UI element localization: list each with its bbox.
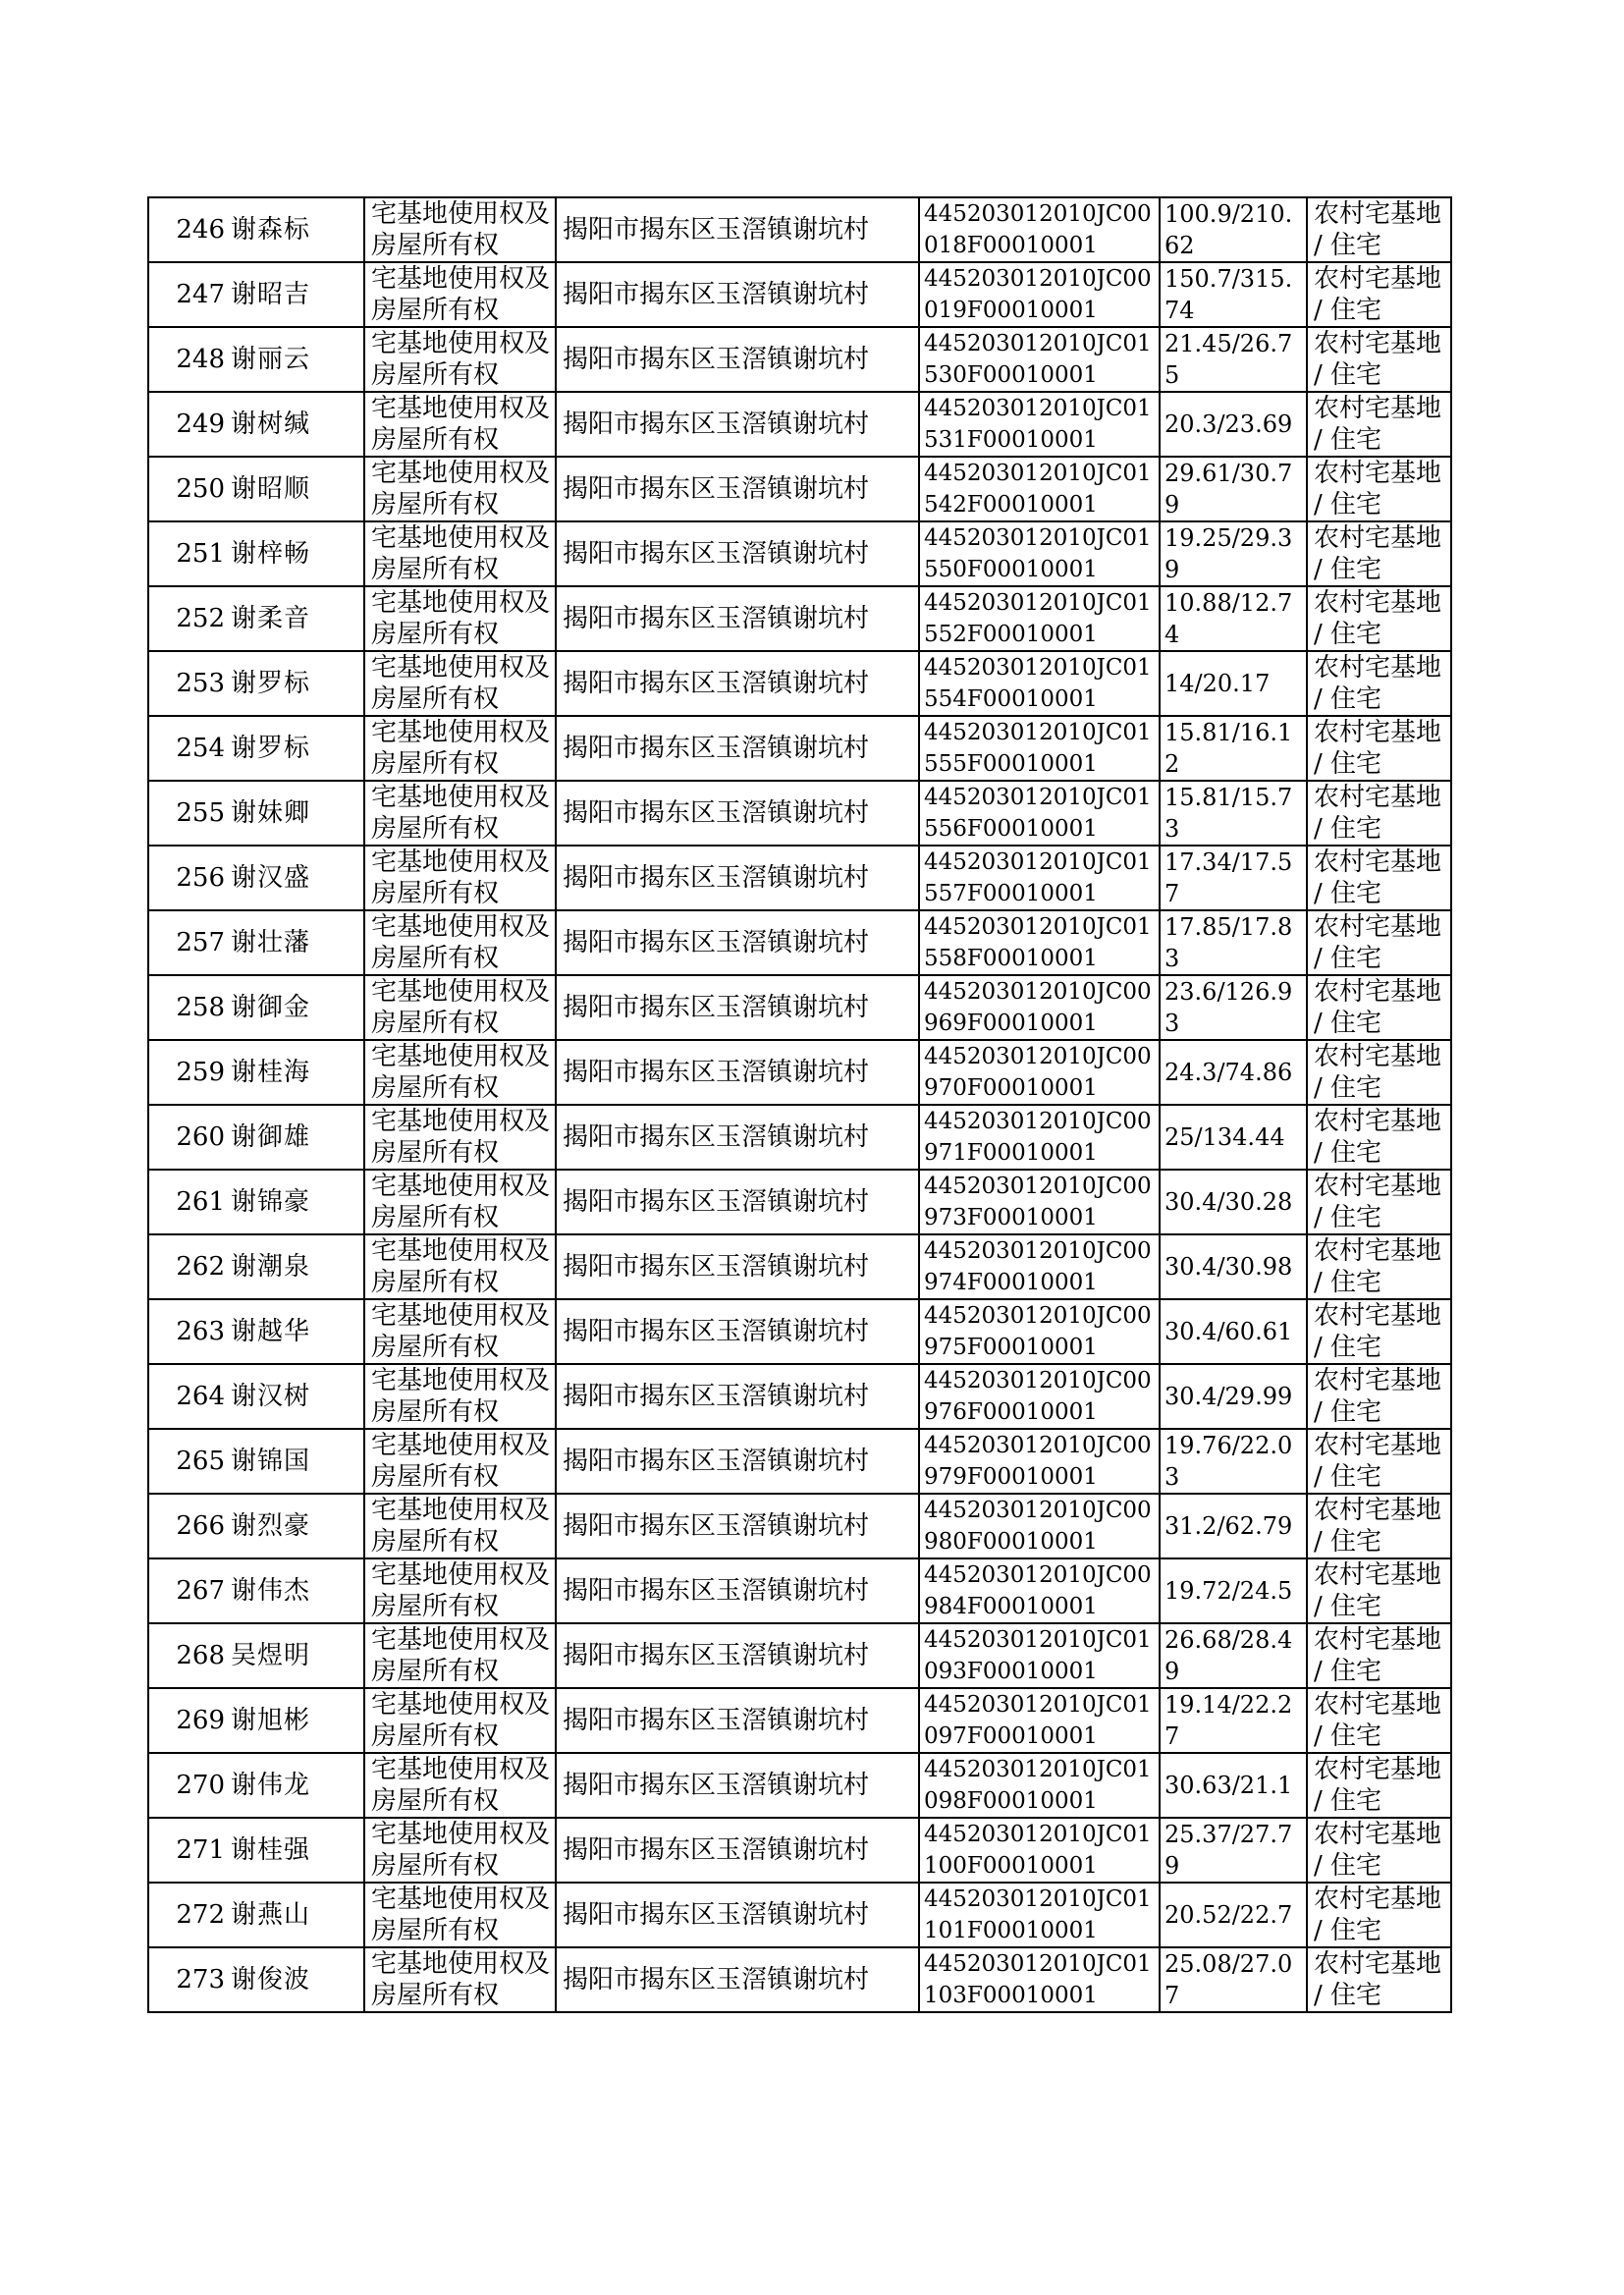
row-number: 261 [148, 1170, 227, 1234]
owner-name: 谢森标 [227, 197, 364, 262]
row-number: 252 [148, 586, 227, 651]
property-location: 揭阳市揭东区玉滘镇谢坑村 [556, 1494, 919, 1558]
owner-name: 谢昭吉 [227, 262, 364, 327]
area-value: 30.4/30.28 [1160, 1170, 1307, 1234]
property-location: 揭阳市揭东区玉滘镇谢坑村 [556, 975, 919, 1040]
area-value: 17.85/17.83 [1160, 910, 1307, 975]
land-use: 农村宅基地 / 住宅 [1307, 1753, 1451, 1818]
area-value: 30.63/21.1 [1160, 1753, 1307, 1818]
land-use: 农村宅基地 / 住宅 [1307, 1234, 1451, 1299]
area-value: 31.2/62.79 [1160, 1494, 1307, 1558]
table-row [148, 327, 1451, 392]
property-location: 揭阳市揭东区玉滘镇谢坑村 [556, 1818, 919, 1883]
row-number: 269 [148, 1688, 227, 1753]
right-type: 宅基地使用权及房屋所有权 [364, 975, 556, 1040]
table-row [148, 716, 1451, 781]
table-row [148, 1558, 1451, 1623]
owner-name: 谢梓畅 [227, 521, 364, 586]
unit-code: 445203012010JC01098F00010001 [919, 1753, 1160, 1818]
unit-code: 445203012010JC01093F00010001 [919, 1623, 1160, 1688]
owner-name: 谢锦国 [227, 1429, 364, 1494]
unit-code: 445203012010JC01097F00010001 [919, 1688, 1160, 1753]
land-use: 农村宅基地 / 住宅 [1307, 1170, 1451, 1234]
property-location: 揭阳市揭东区玉滘镇谢坑村 [556, 392, 919, 457]
table-row [148, 1364, 1451, 1429]
right-type: 宅基地使用权及房屋所有权 [364, 1105, 556, 1170]
table-row [148, 1494, 1451, 1558]
right-type: 宅基地使用权及房屋所有权 [364, 1623, 556, 1688]
owner-name: 谢御金 [227, 975, 364, 1040]
area-value: 25/134.44 [1160, 1105, 1307, 1170]
right-type: 宅基地使用权及房屋所有权 [364, 1494, 556, 1558]
land-use: 农村宅基地 / 住宅 [1307, 1883, 1451, 1947]
right-type: 宅基地使用权及房屋所有权 [364, 586, 556, 651]
owner-name: 谢御雄 [227, 1105, 364, 1170]
row-number: 266 [148, 1494, 227, 1558]
row-number: 255 [148, 781, 227, 846]
land-use: 农村宅基地 / 住宅 [1307, 521, 1451, 586]
owner-name: 谢汉树 [227, 1364, 364, 1429]
property-location: 揭阳市揭东区玉滘镇谢坑村 [556, 521, 919, 586]
land-use: 农村宅基地 / 住宅 [1307, 781, 1451, 846]
property-location: 揭阳市揭东区玉滘镇谢坑村 [556, 1299, 919, 1364]
land-use: 农村宅基地 / 住宅 [1307, 1623, 1451, 1688]
property-location: 揭阳市揭东区玉滘镇谢坑村 [556, 1364, 919, 1429]
area-value: 30.4/30.98 [1160, 1234, 1307, 1299]
owner-name: 谢汉盛 [227, 846, 364, 910]
right-type: 宅基地使用权及房屋所有权 [364, 1558, 556, 1623]
area-value: 29.61/30.79 [1160, 457, 1307, 521]
owner-name: 谢丽云 [227, 327, 364, 392]
area-value: 24.3/74.86 [1160, 1040, 1307, 1105]
table-row [148, 846, 1451, 910]
area-value: 20.52/22.7 [1160, 1883, 1307, 1947]
right-type: 宅基地使用权及房屋所有权 [364, 1753, 556, 1818]
owner-name: 谢烈豪 [227, 1494, 364, 1558]
land-use: 农村宅基地 / 住宅 [1307, 1494, 1451, 1558]
area-value: 30.4/29.99 [1160, 1364, 1307, 1429]
owner-name: 谢伟龙 [227, 1753, 364, 1818]
property-location: 揭阳市揭东区玉滘镇谢坑村 [556, 1234, 919, 1299]
land-use: 农村宅基地 / 住宅 [1307, 1105, 1451, 1170]
property-location: 揭阳市揭东区玉滘镇谢坑村 [556, 586, 919, 651]
land-use: 农村宅基地 / 住宅 [1307, 716, 1451, 781]
land-use: 农村宅基地 / 住宅 [1307, 457, 1451, 521]
land-use: 农村宅基地 / 住宅 [1307, 1688, 1451, 1753]
unit-code: 445203012010JC01556F00010001 [919, 781, 1160, 846]
right-type: 宅基地使用权及房屋所有权 [364, 521, 556, 586]
table-row [148, 1688, 1451, 1753]
owner-name: 谢潮泉 [227, 1234, 364, 1299]
right-type: 宅基地使用权及房屋所有权 [364, 1883, 556, 1947]
unit-code: 445203012010JC01101F00010001 [919, 1883, 1160, 1947]
right-type: 宅基地使用权及房屋所有权 [364, 1040, 556, 1105]
row-number: 268 [148, 1623, 227, 1688]
property-location: 揭阳市揭东区玉滘镇谢坑村 [556, 1170, 919, 1234]
unit-code: 445203012010JC01530F00010001 [919, 327, 1160, 392]
owner-name: 谢燕山 [227, 1883, 364, 1947]
area-value: 15.81/15.73 [1160, 781, 1307, 846]
area-value: 19.25/29.39 [1160, 521, 1307, 586]
land-use: 农村宅基地 / 住宅 [1307, 327, 1451, 392]
row-number: 271 [148, 1818, 227, 1883]
area-value: 25.08/27.07 [1160, 1947, 1307, 2012]
right-type: 宅基地使用权及房屋所有权 [364, 716, 556, 781]
owner-name: 谢伟杰 [227, 1558, 364, 1623]
right-type: 宅基地使用权及房屋所有权 [364, 1818, 556, 1883]
table-row [148, 1105, 1451, 1170]
unit-code: 445203012010JC01542F00010001 [919, 457, 1160, 521]
property-location: 揭阳市揭东区玉滘镇谢坑村 [556, 1688, 919, 1753]
owner-name: 谢罗标 [227, 716, 364, 781]
unit-code: 445203012010JC00984F00010001 [919, 1558, 1160, 1623]
property-location: 揭阳市揭东区玉滘镇谢坑村 [556, 327, 919, 392]
land-use: 农村宅基地 / 住宅 [1307, 975, 1451, 1040]
registry-table [147, 196, 1452, 2013]
unit-code: 445203012010JC01103F00010001 [919, 1947, 1160, 2012]
row-number: 251 [148, 521, 227, 586]
unit-code: 445203012010JC00970F00010001 [919, 1040, 1160, 1105]
table-row [148, 457, 1451, 521]
table-row [148, 1170, 1451, 1234]
owner-name: 谢俊波 [227, 1947, 364, 2012]
area-value: 21.45/26.75 [1160, 327, 1307, 392]
table-row [148, 781, 1451, 846]
table-row [148, 521, 1451, 586]
property-location: 揭阳市揭东区玉滘镇谢坑村 [556, 651, 919, 716]
area-value: 26.68/28.49 [1160, 1623, 1307, 1688]
row-number: 250 [148, 457, 227, 521]
owner-name: 谢越华 [227, 1299, 364, 1364]
row-number: 259 [148, 1040, 227, 1105]
unit-code: 445203012010JC01100F00010001 [919, 1818, 1160, 1883]
row-number: 247 [148, 262, 227, 327]
table-row [148, 392, 1451, 457]
area-value: 19.14/22.27 [1160, 1688, 1307, 1753]
row-number: 249 [148, 392, 227, 457]
area-value: 100.9/210.62 [1160, 197, 1307, 262]
property-location: 揭阳市揭东区玉滘镇谢坑村 [556, 1623, 919, 1688]
row-number: 273 [148, 1947, 227, 2012]
unit-code: 445203012010JC01554F00010001 [919, 651, 1160, 716]
owner-name: 谢妹卿 [227, 781, 364, 846]
unit-code: 445203012010JC00018F00010001 [919, 197, 1160, 262]
area-value: 19.76/22.03 [1160, 1429, 1307, 1494]
unit-code: 445203012010JC00971F00010001 [919, 1105, 1160, 1170]
right-type: 宅基地使用权及房屋所有权 [364, 1947, 556, 2012]
unit-code: 445203012010JC01531F00010001 [919, 392, 1160, 457]
table-row [148, 1883, 1451, 1947]
right-type: 宅基地使用权及房屋所有权 [364, 1364, 556, 1429]
right-type: 宅基地使用权及房屋所有权 [364, 197, 556, 262]
land-use: 农村宅基地 / 住宅 [1307, 1429, 1451, 1494]
row-number: 246 [148, 197, 227, 262]
right-type: 宅基地使用权及房屋所有权 [364, 651, 556, 716]
unit-code: 445203012010JC01557F00010001 [919, 846, 1160, 910]
unit-code: 445203012010JC00974F00010001 [919, 1234, 1160, 1299]
unit-code: 445203012010JC00969F00010001 [919, 975, 1160, 1040]
land-use: 农村宅基地 / 住宅 [1307, 1299, 1451, 1364]
area-value: 30.4/60.61 [1160, 1299, 1307, 1364]
unit-code: 445203012010JC00979F00010001 [919, 1429, 1160, 1494]
table-row [148, 262, 1451, 327]
right-type: 宅基地使用权及房屋所有权 [364, 846, 556, 910]
row-number: 256 [148, 846, 227, 910]
table-row [148, 197, 1451, 262]
unit-code: 445203012010JC00975F00010001 [919, 1299, 1160, 1364]
owner-name: 谢昭顺 [227, 457, 364, 521]
property-location: 揭阳市揭东区玉滘镇谢坑村 [556, 197, 919, 262]
row-number: 262 [148, 1234, 227, 1299]
table-row [148, 1040, 1451, 1105]
land-use: 农村宅基地 / 住宅 [1307, 197, 1451, 262]
area-value: 150.7/315.74 [1160, 262, 1307, 327]
table-row [148, 1753, 1451, 1818]
land-use: 农村宅基地 / 住宅 [1307, 651, 1451, 716]
row-number: 272 [148, 1883, 227, 1947]
area-value: 19.72/24.5 [1160, 1558, 1307, 1623]
right-type: 宅基地使用权及房屋所有权 [364, 910, 556, 975]
property-location: 揭阳市揭东区玉滘镇谢坑村 [556, 910, 919, 975]
owner-name: 谢柔音 [227, 586, 364, 651]
table-row [148, 1947, 1451, 2012]
row-number: 258 [148, 975, 227, 1040]
row-number: 254 [148, 716, 227, 781]
row-number: 263 [148, 1299, 227, 1364]
unit-code: 445203012010JC00973F00010001 [919, 1170, 1160, 1234]
row-number: 264 [148, 1364, 227, 1429]
land-use: 农村宅基地 / 住宅 [1307, 1558, 1451, 1623]
owner-name: 谢锦豪 [227, 1170, 364, 1234]
table-row [148, 975, 1451, 1040]
area-value: 23.6/126.93 [1160, 975, 1307, 1040]
right-type: 宅基地使用权及房屋所有权 [364, 781, 556, 846]
land-use: 农村宅基地 / 住宅 [1307, 1818, 1451, 1883]
unit-code: 445203012010JC01555F00010001 [919, 716, 1160, 781]
unit-code: 445203012010JC01550F00010001 [919, 521, 1160, 586]
land-use: 农村宅基地 / 住宅 [1307, 1947, 1451, 2012]
area-value: 14/20.17 [1160, 651, 1307, 716]
table-row [148, 1623, 1451, 1688]
area-value: 15.81/16.12 [1160, 716, 1307, 781]
owner-name: 吴煜明 [227, 1623, 364, 1688]
right-type: 宅基地使用权及房屋所有权 [364, 1688, 556, 1753]
land-use: 农村宅基地 / 住宅 [1307, 846, 1451, 910]
owner-name: 谢桂强 [227, 1818, 364, 1883]
unit-code: 445203012010JC00980F00010001 [919, 1494, 1160, 1558]
property-location: 揭阳市揭东区玉滘镇谢坑村 [556, 262, 919, 327]
table-row [148, 1299, 1451, 1364]
owner-name: 谢罗标 [227, 651, 364, 716]
table-row [148, 1234, 1451, 1299]
table-row [148, 1818, 1451, 1883]
unit-code: 445203012010JC00976F00010001 [919, 1364, 1160, 1429]
right-type: 宅基地使用权及房屋所有权 [364, 327, 556, 392]
row-number: 267 [148, 1558, 227, 1623]
right-type: 宅基地使用权及房屋所有权 [364, 262, 556, 327]
right-type: 宅基地使用权及房屋所有权 [364, 1234, 556, 1299]
property-location: 揭阳市揭东区玉滘镇谢坑村 [556, 716, 919, 781]
property-location: 揭阳市揭东区玉滘镇谢坑村 [556, 1429, 919, 1494]
land-use: 农村宅基地 / 住宅 [1307, 910, 1451, 975]
property-location: 揭阳市揭东区玉滘镇谢坑村 [556, 1105, 919, 1170]
land-use: 农村宅基地 / 住宅 [1307, 586, 1451, 651]
land-use: 农村宅基地 / 住宅 [1307, 262, 1451, 327]
table-row [148, 586, 1451, 651]
right-type: 宅基地使用权及房屋所有权 [364, 1429, 556, 1494]
property-location: 揭阳市揭东区玉滘镇谢坑村 [556, 1883, 919, 1947]
property-location: 揭阳市揭东区玉滘镇谢坑村 [556, 1947, 919, 2012]
land-use: 农村宅基地 / 住宅 [1307, 1040, 1451, 1105]
table-row [148, 1429, 1451, 1494]
row-number: 260 [148, 1105, 227, 1170]
area-value: 20.3/23.69 [1160, 392, 1307, 457]
row-number: 270 [148, 1753, 227, 1818]
owner-name: 谢壮藩 [227, 910, 364, 975]
right-type: 宅基地使用权及房屋所有权 [364, 457, 556, 521]
owner-name: 谢旭彬 [227, 1688, 364, 1753]
owner-name: 谢树缄 [227, 392, 364, 457]
unit-code: 445203012010JC01552F00010001 [919, 586, 1160, 651]
table-row [148, 910, 1451, 975]
property-location: 揭阳市揭东区玉滘镇谢坑村 [556, 1040, 919, 1105]
land-use: 农村宅基地 / 住宅 [1307, 1364, 1451, 1429]
right-type: 宅基地使用权及房屋所有权 [364, 392, 556, 457]
unit-code: 445203012010JC01558F00010001 [919, 910, 1160, 975]
owner-name: 谢桂海 [227, 1040, 364, 1105]
area-value: 25.37/27.79 [1160, 1818, 1307, 1883]
area-value: 17.34/17.57 [1160, 846, 1307, 910]
right-type: 宅基地使用权及房屋所有权 [364, 1299, 556, 1364]
property-location: 揭阳市揭东区玉滘镇谢坑村 [556, 846, 919, 910]
right-type: 宅基地使用权及房屋所有权 [364, 1170, 556, 1234]
land-use: 农村宅基地 / 住宅 [1307, 392, 1451, 457]
table-row [148, 651, 1451, 716]
area-value: 10.88/12.74 [1160, 586, 1307, 651]
row-number: 248 [148, 327, 227, 392]
property-location: 揭阳市揭东区玉滘镇谢坑村 [556, 1753, 919, 1818]
row-number: 253 [148, 651, 227, 716]
unit-code: 445203012010JC00019F00010001 [919, 262, 1160, 327]
row-number: 257 [148, 910, 227, 975]
property-location: 揭阳市揭东区玉滘镇谢坑村 [556, 781, 919, 846]
property-location: 揭阳市揭东区玉滘镇谢坑村 [556, 457, 919, 521]
row-number: 265 [148, 1429, 227, 1494]
property-location: 揭阳市揭东区玉滘镇谢坑村 [556, 1558, 919, 1623]
registry-table-body [148, 197, 1451, 2012]
